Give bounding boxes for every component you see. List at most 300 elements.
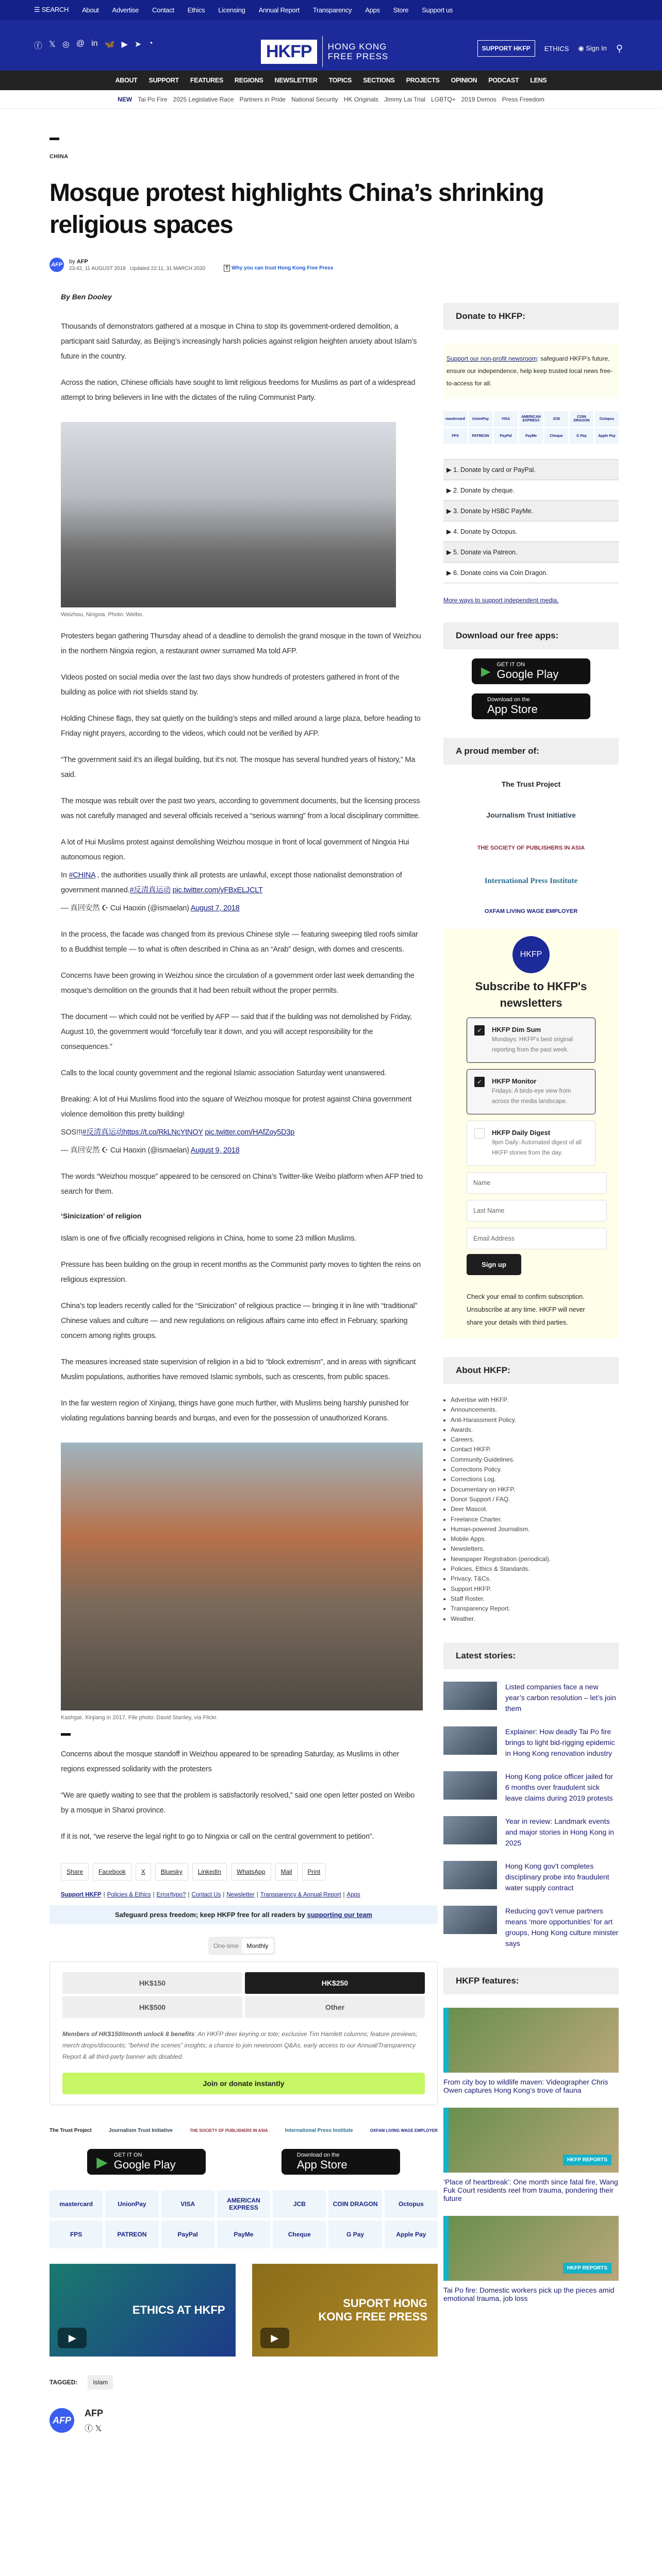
feature-item xyxy=(443,2108,619,2202)
paragraph: Protesters began gathering Thursday ahead of a deadline to demolish the grand mosque in the town of Weizhou in the northern Ningxia region, a restaurant owner surnamed Ma told AFP. xyxy=(61,632,421,655)
about-link[interactable]: • Announcements. xyxy=(451,1405,619,1415)
payment-logo[interactable]: FPS xyxy=(443,428,467,444)
trending-link[interactable]: HK Originals xyxy=(343,95,379,103)
ipi-logo[interactable]: International Press Institute xyxy=(484,877,578,885)
story-item xyxy=(443,1906,619,1949)
about-link[interactable]: • Mobile Apps. xyxy=(451,1534,619,1544)
trust-project-logo[interactable]: The Trust Project xyxy=(501,780,561,788)
tweet-pic-link[interactable]: pic.twitter.com/HAfZoy5D3p xyxy=(205,1128,295,1137)
search-icon[interactable]: ⚲ xyxy=(616,43,623,54)
payment-logo[interactable]: AMERICAN EXPRESS xyxy=(217,2190,270,2218)
story-item xyxy=(443,1726,619,1759)
newsletter-option-dim-sum[interactable] xyxy=(467,1018,595,1063)
donate-option[interactable]: ▶ 5. Donate via Patreon. xyxy=(443,541,619,562)
story-thumbnail[interactable] xyxy=(443,1682,497,1710)
donate-option-label: 3. Donate by HSBC PayMe. xyxy=(453,507,534,515)
about-link[interactable]: • Anti-Harassment Policy. xyxy=(451,1415,619,1425)
search-menu-button[interactable]: ☰ SEARCH xyxy=(34,6,69,13)
about-link[interactable]: • Deer Mascot. xyxy=(451,1504,619,1514)
new-label: NEW xyxy=(118,95,133,103)
donate-option[interactable]: ▶ 6. Donate coins via Coin Dragon. xyxy=(443,562,619,583)
payment-logo[interactable]: COIN DRAGON xyxy=(570,411,593,427)
tags xyxy=(49,2375,423,2389)
amount-option-other[interactable]: Other xyxy=(245,1996,425,2018)
about-link[interactable]: • Freelance Charter. xyxy=(451,1515,619,1524)
footer-link-apps[interactable]: Apps xyxy=(346,1892,360,1898)
app-store-badge[interactable] xyxy=(282,2149,400,2175)
paragraph: In the process, the facade was changed from its previous Chinese style — featuring sweeping tiled roofs similar to a Buddhist temple — to what is often described in China as an “Arab” design, with domes and crescents. xyxy=(61,930,418,954)
newsletter-option-daily-digest[interactable] xyxy=(467,1121,595,1166)
about-link[interactable]: • Community Guidelines. xyxy=(451,1455,619,1465)
story-thumbnail[interactable] xyxy=(443,1816,497,1844)
tweet-text: , the authorities usually think all protests are unlawful, except those nationalist demonstration of government manned. xyxy=(61,871,402,894)
about-link[interactable]: • Contact HKFP. xyxy=(451,1445,619,1454)
telegram-icon[interactable]: ➤ xyxy=(134,40,142,49)
bluesky-icon[interactable]: 🦋 xyxy=(104,40,115,49)
utility-bar xyxy=(0,0,662,20)
about-link[interactable]: • Corrections Policy. xyxy=(451,1465,619,1475)
google-play-badge[interactable] xyxy=(87,2149,206,2175)
donation-form xyxy=(49,1961,438,2105)
feature-link[interactable]: From city boy to wildlife maven: Videographer Chris Owen captures Hong Kong’s trove of fauna xyxy=(443,2077,608,2094)
article-title: Mosque protest highlights China’s shrinking religious spaces xyxy=(49,179,544,239)
photo-caption: Weizhou, Ningxia. Photo: Weibo. xyxy=(61,612,144,618)
utility-link-advertise[interactable]: Advertise xyxy=(112,6,139,14)
trust-link[interactable] xyxy=(224,265,333,272)
promo-videos xyxy=(49,2264,438,2357)
app-store-badge[interactable] xyxy=(472,693,590,719)
published-date: 23:42, 11 AUGUST 2018 xyxy=(69,265,126,272)
jti-logo[interactable]: Journalism Trust Initiative xyxy=(486,811,576,819)
feature-item xyxy=(443,2008,619,2094)
logo-text xyxy=(328,42,389,61)
feature-stories xyxy=(443,2008,619,2302)
site-logo[interactable] xyxy=(261,36,388,67)
nav-newsletter[interactable]: NEWSLETTER xyxy=(274,77,318,84)
x-icon[interactable]: 𝕏 xyxy=(49,40,56,49)
video-title: ETHICS AT HKFP xyxy=(132,2303,225,2316)
utility-link-contact[interactable]: Contact xyxy=(152,6,174,14)
byline xyxy=(49,258,662,272)
sidebar-payment-methods xyxy=(443,411,619,444)
about-link[interactable]: • Careers. xyxy=(451,1435,619,1445)
newsletter-signup xyxy=(443,929,619,1338)
article-body xyxy=(49,293,438,2434)
by-label: by xyxy=(69,258,75,265)
sign-in-button[interactable] xyxy=(578,44,606,53)
trending-link[interactable]: 2025 Legislative Race xyxy=(173,95,234,103)
story-link[interactable]: Hong Kong police officer jailed for 6 months over fraudulent sick leave claims during 2019 protests xyxy=(505,1772,614,1802)
donate-option[interactable]: ▶ 1. Donate by card or PayPal. xyxy=(443,459,619,480)
author-link[interactable]: AFP xyxy=(76,258,88,265)
checkbox-checked[interactable]: ✓ xyxy=(474,1025,485,1036)
google-play-icon: ▶ xyxy=(96,2154,108,2170)
payment-logo[interactable]: mastercard xyxy=(443,411,467,427)
join-donate-button[interactable]: Join or donate instantly xyxy=(62,2073,425,2094)
trending-link[interactable]: Press Freedom xyxy=(502,95,544,103)
about-link[interactable]: • Awards. xyxy=(451,1425,619,1435)
story-link[interactable]: Hong Kong gov’t completes disciplinary probe into fraudulent water supply contract xyxy=(505,1861,609,1892)
payment-logo[interactable]: PATREON xyxy=(105,2221,158,2248)
donate-option-label: 1. Donate by card or PayPal. xyxy=(453,466,536,473)
logo-divider xyxy=(322,36,323,67)
nav-lens[interactable]: LENS xyxy=(530,77,547,84)
payment-logo[interactable]: UnionPay xyxy=(105,2190,158,2218)
badge-big-text: App Store xyxy=(487,703,538,716)
paragraph: Thousands of demonstrators gathered at a mosque in China to stop its government-ordered demolition, a participant said Saturday, as Beijing’s increasingly harsh policies against religion heighten anxiety about Islam’s future in the country. xyxy=(61,323,417,361)
jti-logo[interactable]: Journalism Trust Initiative xyxy=(108,2128,173,2133)
nav-opinion[interactable]: OPINION xyxy=(451,77,477,84)
payment-logo[interactable]: Octopus xyxy=(385,2190,438,2218)
donate-option-label: 2. Donate by cheque. xyxy=(453,487,515,494)
support-text: : safeguard HKFP's future, ensure our independence, help keep trusted local news free-to-access for all. xyxy=(446,355,613,387)
utility-link-apps[interactable]: Apps xyxy=(365,6,380,14)
payment-logo[interactable]: PayMe xyxy=(217,2221,270,2248)
video-title: SUPORT HONG KONG FREE PRESS xyxy=(318,2297,427,2323)
newsletter-name: HKFP Monitor xyxy=(492,1077,537,1085)
share-whatsapp-button[interactable]: WhatsApp xyxy=(231,1863,271,1880)
paragraph: Concerns have been growing in Weizhou since the circulation of a government order last week demanding the mosque’s demolition on the grounds that it had been rebuilt without the proper permits. xyxy=(61,972,415,995)
payment-logo[interactable]: PayMe xyxy=(519,428,543,444)
tagged-label: TAGGED: xyxy=(49,2379,78,2386)
donate-option-label: 6. Donate coins via Coin Dragon. xyxy=(453,569,548,577)
monthly-tab[interactable]: Monthly xyxy=(242,1939,273,1953)
amount-option-selected[interactable]: HK$250 xyxy=(245,1972,425,1994)
features-heading: HKFP features: xyxy=(443,1968,619,1994)
tweet-attribution: — 真回安然 ☪ Cui Haoxin (@ismaelan) xyxy=(61,904,189,912)
trending-link[interactable]: LGBTQ+ xyxy=(431,95,456,103)
support-video[interactable] xyxy=(252,2264,438,2357)
hashtag-link[interactable]: #反清真运动 xyxy=(82,1128,123,1137)
badge-small-text: GET IT ON xyxy=(496,662,525,668)
donate-options xyxy=(443,459,619,583)
nav-support[interactable]: SUPPORT xyxy=(148,77,179,84)
payment-logo[interactable]: Octopus xyxy=(595,411,619,427)
logo-line-1: HONG KONG xyxy=(327,42,387,52)
payment-logo[interactable]: FPS xyxy=(49,2221,103,2248)
tweet-pic-link[interactable]: pic.twitter.com/yFBxELJCLT xyxy=(172,886,263,894)
play-icon[interactable]: ▶ xyxy=(58,2328,87,2348)
newsletter-title: Subscribe to HKFP's newsletters xyxy=(475,980,587,1009)
story-thumbnail[interactable] xyxy=(443,1861,497,1889)
payment-logo[interactable]: VISA xyxy=(161,2190,214,2218)
tag-link[interactable]: Islam xyxy=(88,2375,113,2389)
embedded-tweet xyxy=(61,835,423,916)
paragraph: The mosque was rebuilt over the past two years, according to government documents, but the licensing process was not carefully managed and several officials received a “serious warning” from a local disciplinary committee. xyxy=(61,797,420,820)
checkbox-checked[interactable]: ✓ xyxy=(474,1077,485,1087)
google-play-icon: ▶ xyxy=(481,664,491,679)
author-avatar[interactable]: AFP xyxy=(49,2408,74,2433)
share-buttons xyxy=(61,1863,423,1880)
footer-link-support[interactable]: Support HKFP xyxy=(61,1892,102,1898)
x-icon[interactable]: 𝕏 xyxy=(95,2425,102,2433)
about-link[interactable]: • Corrections Log. xyxy=(451,1475,619,1484)
trending-link[interactable]: National Security xyxy=(291,95,338,103)
member-logos xyxy=(49,2128,438,2133)
feature-image[interactable] xyxy=(443,2008,619,2073)
story-thumbnail[interactable] xyxy=(443,1771,497,1800)
newsletter-note: Check your email to confirm subscription. Unsubscribe at any time. HKFP will never share your details with third parties. xyxy=(467,1293,585,1326)
about-link[interactable]: • Staff Roster. xyxy=(451,1594,619,1604)
amount-option[interactable]: HK$500 xyxy=(62,1996,242,2018)
share-button[interactable]: Share xyxy=(61,1863,89,1880)
linkedin-icon[interactable]: in xyxy=(91,39,98,48)
footer-link-error[interactable]: Error/typo? xyxy=(156,1892,186,1898)
newsletter-name: HKFP Daily Digest xyxy=(492,1129,551,1137)
nav-projects[interactable]: PROJECTS xyxy=(406,77,440,84)
trust-project-logo[interactable]: The Trust Project xyxy=(49,2128,92,2133)
payment-logo[interactable]: UnionPay xyxy=(469,411,492,427)
paragraph: Videos posted on social media over the last two days show hundreds of protesters gathered in front of the building as police with riot shields stand by. xyxy=(61,673,400,697)
story-item xyxy=(443,1816,619,1849)
photo-caption: Kashgar, Xinjiang in 2017. File photo: David Stanley, via Flickr. xyxy=(61,1715,218,1721)
payment-logo[interactable]: JCB xyxy=(544,411,568,427)
about-link[interactable]: • Donor Support / FAQ. xyxy=(451,1495,619,1504)
social-links xyxy=(34,39,153,51)
logo-line-2: FREE PRESS xyxy=(327,52,389,61)
threads-icon[interactable]: @ xyxy=(76,39,85,48)
hkfp-logo: HKFP xyxy=(512,936,550,973)
member-heading: A proud member of: xyxy=(443,738,619,765)
donate-option[interactable]: ▶ 4. Donate by Octopus. xyxy=(443,521,619,541)
user-icon: ◉ xyxy=(578,44,584,52)
share-linkedin-button[interactable]: LinkedIn xyxy=(192,1863,227,1880)
badge-small-text: Download on the xyxy=(296,2152,340,2158)
utility-link-support[interactable]: Support us xyxy=(422,6,453,14)
story-link[interactable]: Year in review: Landmark events and major stories in Hong Kong in 2025 xyxy=(505,1817,614,1847)
badge-small-text: GET IT ON xyxy=(113,2152,142,2158)
story-thumbnail[interactable] xyxy=(443,1726,497,1755)
trending-link[interactable]: 2019 Demos xyxy=(461,95,496,103)
utility-link-annual-report[interactable]: Annual Report xyxy=(258,6,300,14)
nav-sections[interactable]: SECTIONS xyxy=(363,77,395,84)
nav-about[interactable]: ABOUT xyxy=(115,77,138,84)
donation-frequency-toggle xyxy=(208,1937,275,1955)
utility-link-ethics[interactable]: Ethics xyxy=(187,6,205,14)
share-mail-button[interactable]: Mail xyxy=(275,1863,298,1880)
nav-podcast[interactable]: PODCAST xyxy=(488,77,519,84)
nav-topics[interactable]: TOPICS xyxy=(328,77,352,84)
feature-image[interactable] xyxy=(443,2108,619,2173)
nav-regions[interactable]: REGIONS xyxy=(234,77,263,84)
trust-link-label: Why you can trust Hong Kong Free Press xyxy=(231,265,334,271)
payment-logo[interactable]: JCB xyxy=(273,2190,326,2218)
kashgar-photo xyxy=(61,1443,423,1710)
facebook-icon[interactable]: ⓕ xyxy=(85,2425,93,2433)
donate-option[interactable]: ▶ 3. Donate by HSBC PayMe. xyxy=(443,500,619,521)
hashtag-link[interactable]: #反清真运动 xyxy=(129,886,171,894)
search-label: SEARCH xyxy=(41,6,69,13)
article-footer-links: Support HKFP | Policies & Ethics | Error/typo? | Contact Us | Newsletter | Transparency & Annual Report | Apps xyxy=(61,1892,360,1898)
newsletter-name: HKFP Dim Sum xyxy=(492,1026,541,1033)
member-benefits xyxy=(62,2028,425,2062)
feature-image[interactable] xyxy=(443,2216,619,2281)
subheading: ‘Sinicization’ of religion xyxy=(61,1212,142,1220)
latest-heading: Latest stories: xyxy=(443,1642,619,1669)
paragraph: “We are quietly waiting to see that the problem is satisfactorily resolved,” said one open letter posted on Weibo by a mosque in Shanxi province. xyxy=(61,1791,415,1815)
payment-logo[interactable]: PayPal xyxy=(161,2221,214,2248)
feature-item xyxy=(443,2216,619,2302)
about-link[interactable]: • Newspaper Registration (periodical). xyxy=(451,1554,619,1564)
footer-link-transparency[interactable]: Transparency & Annual Report xyxy=(260,1892,341,1898)
rss-icon[interactable]: ◔ xyxy=(148,39,153,48)
about-link[interactable]: • Documentary on HKFP. xyxy=(451,1485,619,1495)
sign-up-button[interactable]: Sign up xyxy=(467,1254,521,1275)
hashtag-link[interactable]: #CHINA xyxy=(69,871,95,879)
trending-bar xyxy=(0,90,662,109)
about-link[interactable]: • Privacy, T&Cs. xyxy=(451,1574,619,1584)
payment-logo[interactable]: G Pay xyxy=(570,428,593,444)
section-rule xyxy=(49,138,59,140)
utility-link-about[interactable]: About xyxy=(82,6,99,14)
donate-option[interactable]: ▶ 2. Donate by cheque. xyxy=(443,480,619,500)
payment-logo[interactable]: VISA xyxy=(494,411,518,427)
author-name[interactable]: AFP xyxy=(85,2408,103,2418)
checkbox-unchecked[interactable] xyxy=(474,1128,485,1139)
google-play-badge[interactable] xyxy=(472,658,590,684)
about-link[interactable]: • Policies, Ethics & Standards. xyxy=(451,1564,619,1574)
oxfam-logo[interactable]: OXFAM LIVING WAGE EMPLOYER xyxy=(370,2128,438,2133)
payment-logo[interactable]: AMERICAN EXPRESS xyxy=(519,411,543,427)
donate-option-label: 4. Donate by Octopus. xyxy=(453,528,518,535)
paragraph: Across the nation, Chinese officials have sought to limit religious freedoms for Muslims as part of a widespread attempt to bring believers in line with the dictates of the ruling Communist Party. xyxy=(61,379,416,402)
category-label[interactable]: CHINA xyxy=(49,154,69,160)
share-facebook-button[interactable]: Facebook xyxy=(93,1863,131,1880)
member-benefits-text: : An HKFP deer keyring or tote; exclusive Tim Hamlett columns; feature previews; merch drops/discounts; "behind the scenes" insights; a chance to join newsroom Q&As, early access to our Annual/Transparency Report & all third-party banner ads disabled. xyxy=(62,2030,418,2060)
paragraph: The words “Weizhou mosque” appeared to be censored on China’s Twitter-like Weibo platform when AFP tried to search for them. xyxy=(61,1173,423,1196)
about-link[interactable]: • Transparency Report. xyxy=(451,1604,619,1614)
payment-logo[interactable]: Cheque xyxy=(273,2221,326,2248)
article-author: By Ben Dooley xyxy=(61,293,112,301)
support-hkfp-button[interactable]: SUPPORT HKFP xyxy=(477,40,535,57)
main-nav xyxy=(0,71,662,90)
story-link[interactable]: Listed companies face a new year’s carbon resolution – let’s join them xyxy=(505,1682,616,1713)
feature-badge: HKFP REPORTS xyxy=(563,2263,611,2274)
more-ways-link[interactable]: More ways to support independent media. xyxy=(443,597,559,604)
last-name-input[interactable]: Last Name xyxy=(467,1200,607,1222)
about-link[interactable]: • Weather. xyxy=(451,1614,619,1624)
feature-badge: HKFP REPORTS xyxy=(563,2155,611,2165)
payment-logo[interactable]: mastercard xyxy=(49,2190,103,2218)
embedded-tweet xyxy=(61,1092,423,1158)
newsletter-desc: 9pm Daily: Automated digest of all HKFP stories from the day. xyxy=(492,1140,582,1156)
ethics-link[interactable]: ETHICS xyxy=(544,44,569,53)
payment-methods xyxy=(49,2190,438,2248)
trending-link[interactable]: Tai Po Fire xyxy=(138,95,168,103)
badge-big-text: Google Play xyxy=(113,2158,176,2171)
sopa-logo[interactable]: THE SOCIETY OF PUBLISHERS IN ASIA xyxy=(190,2128,268,2133)
tweet-date-link[interactable]: August 7, 2018 xyxy=(190,904,240,912)
share-bluesky-button[interactable]: Bluesky xyxy=(155,1863,188,1880)
story-item xyxy=(443,1861,619,1893)
utility-link-store[interactable]: Store xyxy=(393,6,409,14)
sign-in-label: Sign In xyxy=(586,44,607,52)
play-icon[interactable]: ▶ xyxy=(260,2328,289,2348)
payment-logo[interactable]: PayPal xyxy=(494,428,518,444)
badge-big-text: Google Play xyxy=(496,668,559,681)
share-x-button[interactable]: X xyxy=(136,1863,151,1880)
story-link[interactable]: Explainer: How deadly Tai Po fire brings to light bid-rigging epidemic in Hong Kong renovation industry xyxy=(505,1727,615,1757)
footer-link-policies[interactable]: Policies & Ethics xyxy=(107,1892,151,1898)
oxfam-logo[interactable]: OXFAM LIVING WAGE EMPLOYER xyxy=(484,908,578,914)
payment-logo[interactable]: Cheque xyxy=(544,428,568,444)
paragraph: Calls to the local county government and the regional Islamic association Saturday went unanswered. xyxy=(61,1069,387,1077)
first-name-input[interactable]: Name xyxy=(467,1172,607,1194)
support-banner-link[interactable]: supporting our team xyxy=(307,1911,372,1919)
one-time-tab[interactable]: One-time xyxy=(213,1942,239,1950)
paragraph: Concerns about the mosque standoff in Weizhou appeared to be spreading Saturday, as Muslims in other regions expressed solidarity with the protesters xyxy=(61,1750,400,1773)
about-link[interactable]: • Support HKFP. xyxy=(451,1584,619,1594)
print-button[interactable]: Print xyxy=(302,1863,326,1880)
newsletter-desc: Fridays: A birds-eye view from across the media landscape. xyxy=(492,1088,571,1105)
member-benefits-title: Members of HK$150/month unlock 8 benefits xyxy=(62,2030,195,2038)
author-box xyxy=(49,2408,423,2434)
tweet-link[interactable]: https://t.co/RkLNcYtNOY xyxy=(123,1128,203,1137)
utility-link-licensing[interactable]: Licensing xyxy=(218,6,245,14)
about-links xyxy=(443,1395,619,1624)
facebook-icon[interactable]: ⓕ xyxy=(34,42,43,50)
badge-big-text: App Store xyxy=(296,2158,347,2171)
trending-link[interactable]: Partners in Pride xyxy=(239,95,286,103)
footer-link-contact[interactable]: Contact Us xyxy=(191,1892,221,1898)
sopa-logo[interactable]: THE SOCIETY OF PUBLISHERS IN ASIA xyxy=(477,845,585,851)
tweet-text: In xyxy=(61,871,67,879)
footer-link-newsletter[interactable]: Newsletter xyxy=(226,1892,255,1898)
badge-small-text: Download on the xyxy=(487,697,530,703)
utility-link-transparency[interactable]: Transparency xyxy=(312,6,352,14)
paragraph: The document — which could not be verified by AFP — said that if the building was not demolished by Friday, August 10, the government would “forcefully tear it down, and you will accept responsibility for the consequences.” xyxy=(61,1013,412,1051)
about-link[interactable]: • Advertise with HKFP. xyxy=(451,1395,619,1405)
section-rule xyxy=(61,1733,71,1736)
newsletter-option-monitor[interactable] xyxy=(467,1069,595,1114)
donate-heading: Donate to HKFP: xyxy=(443,303,619,330)
apps-heading: Download our free apps: xyxy=(443,622,619,649)
tweet-text: Breaking: A lot of Hui Muslims flood into the square of Weizhou mosque for protest against China government violence demolition this pretty building! xyxy=(61,1095,412,1118)
story-thumbnail[interactable] xyxy=(443,1906,497,1934)
paragraph: In the far western region of Xinjiang, things have gone much further, with Muslims being harshly punished for violating regulations banning beards and burqas, and even for the possession of unauthorized Korans. xyxy=(61,1399,409,1422)
ethics-video[interactable] xyxy=(49,2264,236,2357)
support-newsroom-link[interactable]: Support our non-profit newsroom xyxy=(446,355,537,362)
paragraph: Islam is one of five officially recognised religions in China, home to some 23 million Muslims. xyxy=(61,1234,357,1243)
payment-logo[interactable]: Apple Pay xyxy=(595,428,619,444)
tweet-attribution: — 真回安然 ☪ Cui Haoxin (@ismaelan) xyxy=(61,1146,189,1155)
email-input[interactable]: Email Address xyxy=(467,1228,607,1249)
feature-link[interactable]: ‘Place of heartbreak’: One month since fatal fire, Wang Fuk Court residents reel from trauma, pondering their future xyxy=(443,2177,618,2202)
support-banner xyxy=(49,1905,438,1924)
payment-logo[interactable]: Apple Pay xyxy=(385,2221,438,2248)
ipi-logo[interactable]: International Press Institute xyxy=(285,2128,353,2133)
youtube-icon[interactable]: ▶ xyxy=(121,40,128,49)
author-avatar[interactable]: AFP xyxy=(49,258,64,272)
instagram-icon[interactable]: ◎ xyxy=(62,40,70,49)
feature-link[interactable]: Tai Po fire: Domestic workers pick up the pieces amid emotional trauma, job loss xyxy=(443,2285,615,2302)
tweet-date-link[interactable]: August 9, 2018 xyxy=(190,1146,240,1155)
about-link[interactable]: • Newsletters. xyxy=(451,1544,619,1554)
payment-logo[interactable]: PATREON xyxy=(469,428,492,444)
amount-option[interactable]: HK$150 xyxy=(62,1972,242,1994)
logo-mark: HKFP xyxy=(261,40,317,64)
nav-features[interactable]: FEATURES xyxy=(190,77,223,84)
paragraph: “The government said it’s an illegal building, but it’s not. The mosque has several hundred years of history,” Ma said. xyxy=(61,756,416,779)
header-actions xyxy=(477,40,623,57)
about-link[interactable]: • Human-powered Journalism. xyxy=(451,1524,619,1534)
story-link[interactable]: Reducing gov’t venue partners means ‘more opportunities’ for art groups, Hong Kong culture minister says xyxy=(505,1906,619,1947)
payment-logo[interactable]: G Pay xyxy=(328,2221,382,2248)
paragraph: Holding Chinese flags, they sat quietly on the building’s steps and milled around a large plaza, before heading to Friday night prayers, according to the videos, which could not be verified by AFP. xyxy=(61,715,421,738)
story-item xyxy=(443,1682,619,1714)
trending-link[interactable]: Jimmy Lai Trial xyxy=(384,95,426,103)
payment-logo[interactable]: COIN DRAGON xyxy=(328,2190,382,2218)
